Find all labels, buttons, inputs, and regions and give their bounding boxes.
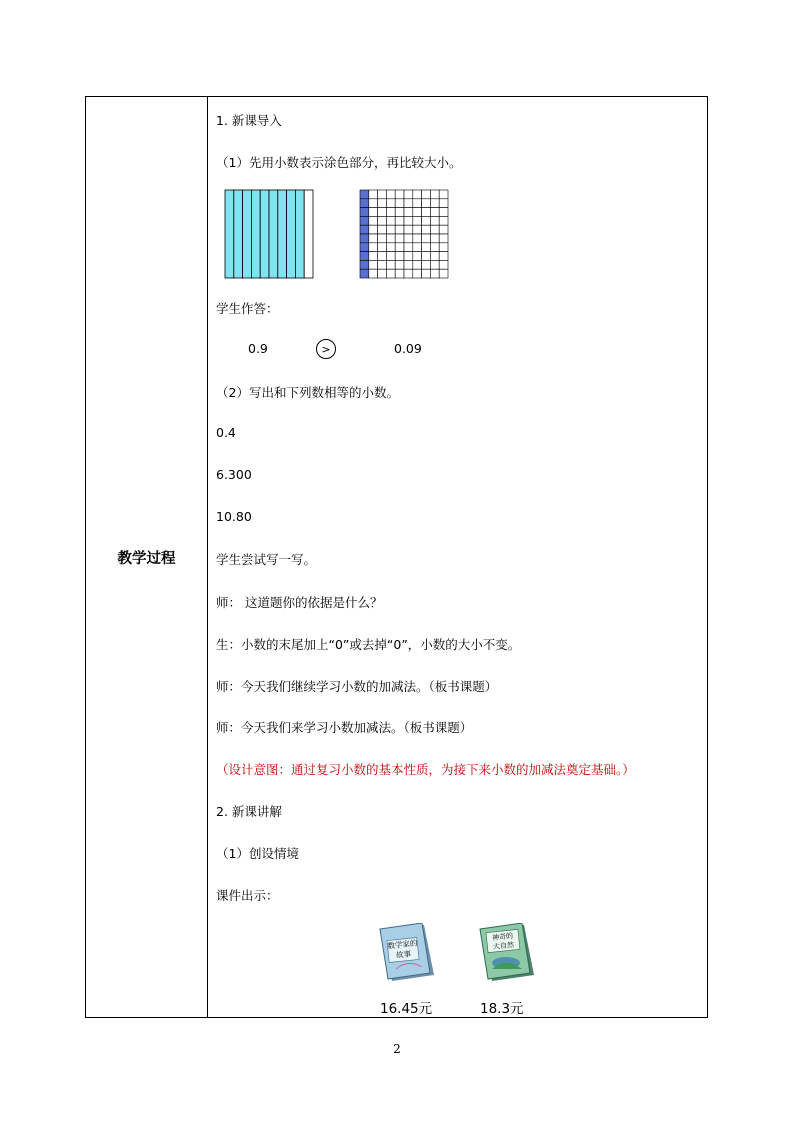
row-label: 教学过程: [117, 551, 176, 567]
grid-cell: [395, 216, 404, 225]
grid-cell: [413, 190, 422, 199]
grid-cell: [404, 269, 413, 278]
grid-cell: [422, 208, 431, 217]
grid-cell: [404, 199, 413, 208]
grid-cell: [360, 243, 369, 252]
book2-title-line2: 大自然: [492, 940, 515, 952]
grid-cell: [386, 234, 395, 243]
grid-cell: [369, 243, 378, 252]
grid-cell: [413, 243, 422, 252]
grid-cell: [369, 269, 378, 278]
teacher-line-1: 师：今天我们继续学习小数的加减法。（板书课题）: [216, 679, 498, 694]
section-heading-2: 2. 新课讲解: [216, 804, 282, 819]
grid-cell: [404, 190, 413, 199]
strip-cell: [304, 190, 313, 278]
grid-cell: [386, 190, 395, 199]
grid-cell: [439, 269, 448, 278]
number-2: 6.300: [216, 467, 252, 482]
grid-cell: [378, 260, 387, 269]
grid-cell: [386, 208, 395, 217]
grid-cell: [378, 199, 387, 208]
grid-cell: [413, 225, 422, 234]
grid-cell: [430, 208, 439, 217]
grid-cell: [422, 260, 431, 269]
grid-cell: [439, 243, 448, 252]
grid-cell: [422, 243, 431, 252]
grid-cell: [422, 269, 431, 278]
student-try: 学生尝试写一写。: [216, 552, 317, 567]
compare-symbol: >: [316, 339, 336, 359]
grid-cell: [395, 252, 404, 261]
grid-cell: [439, 216, 448, 225]
strip-cell: [234, 190, 243, 278]
grid-cell: [360, 208, 369, 217]
grid-cell: [430, 216, 439, 225]
grid-cell: [395, 199, 404, 208]
section-heading-1: 1. 新课导入: [216, 113, 282, 128]
compare-right-value: 0.09: [394, 341, 422, 356]
grid-cell: [386, 269, 395, 278]
book2-title-line1: 神奇的: [491, 931, 514, 943]
grid-cell: [369, 234, 378, 243]
grid-cell: [378, 234, 387, 243]
grid-cell: [360, 199, 369, 208]
grid-cell: [386, 216, 395, 225]
grid-cell: [378, 190, 387, 199]
book1-title-line1: 数学家的: [387, 938, 418, 951]
grid-cell: [378, 225, 387, 234]
grid-cell: [439, 260, 448, 269]
teacher-question: 师： 这道题你的依据是什么？: [216, 595, 383, 610]
grid-cell: [369, 199, 378, 208]
grid-cell: [395, 243, 404, 252]
book-cover-math-stories: [378, 923, 440, 985]
grid-cell: [404, 216, 413, 225]
grid-cell: [360, 190, 369, 199]
grid-cell: [386, 225, 395, 234]
grid-cell: [413, 208, 422, 217]
grid-cell: [386, 243, 395, 252]
compare-left-value: 0.9: [248, 341, 268, 356]
grid-cell: [422, 225, 431, 234]
strip-cell: [269, 190, 278, 278]
grid-cell: [360, 252, 369, 261]
book1-price: 16.45元: [380, 1001, 433, 1017]
strip-cell: [260, 190, 269, 278]
grid-cell: [360, 234, 369, 243]
grid-cell: [413, 234, 422, 243]
book1-title-line2: 故事: [395, 949, 412, 960]
strip-cell: [295, 190, 304, 278]
teacher-line-2: 师：今天我们来学习小数加减法。（板书课题）: [216, 720, 473, 735]
grid-cell: [395, 208, 404, 217]
grid-cell: [360, 216, 369, 225]
grid-cell: [439, 252, 448, 261]
grid-cell: [413, 199, 422, 208]
task-2: （2）写出和下列数相等的小数。: [216, 385, 399, 400]
grid-cell: [360, 260, 369, 269]
grid-cell: [404, 225, 413, 234]
grid-cell: [404, 260, 413, 269]
grid-cell: [413, 252, 422, 261]
grid-cell: [439, 208, 448, 217]
grid-cell: [422, 252, 431, 261]
number-1: 0.4: [216, 425, 236, 440]
book-cover-nature: [478, 923, 540, 985]
grid-cell: [369, 260, 378, 269]
grid-cell: [422, 190, 431, 199]
student-response: 生：小数的末尾加上“0”或去掉“0”，小数的大小不变。: [216, 637, 521, 652]
grid-cell: [378, 252, 387, 261]
grid-cell: [395, 190, 404, 199]
grid-cell: [395, 269, 404, 278]
design-intent: （设计意图：通过复习小数的基本性质，为接下来小数的加减法奠定基础。）: [216, 762, 635, 777]
grid-cell: [404, 243, 413, 252]
grid-cell: [404, 252, 413, 261]
page-number: 2: [393, 1042, 401, 1056]
grid-cell: [430, 260, 439, 269]
strip-cell: [287, 190, 296, 278]
grid-cell: [369, 208, 378, 217]
grid-cell: [378, 208, 387, 217]
grid-figure: [359, 189, 449, 279]
strip-cell: [243, 190, 252, 278]
grid-cell: [369, 252, 378, 261]
grid-cell: [422, 199, 431, 208]
grid-cell: [430, 243, 439, 252]
grid-cell: [413, 260, 422, 269]
grid-cell: [378, 269, 387, 278]
grid-cell: [430, 269, 439, 278]
grid-cell: [369, 190, 378, 199]
lesson-table: [85, 96, 708, 1018]
grid-cell: [360, 225, 369, 234]
strip-cell: [251, 190, 260, 278]
grid-cell: [404, 234, 413, 243]
grid-cell: [430, 234, 439, 243]
number-3: 10.80: [216, 509, 252, 524]
grid-cell: [413, 269, 422, 278]
grid-cell: [430, 225, 439, 234]
grid-cell: [413, 216, 422, 225]
grid-cell: [360, 269, 369, 278]
grid-cell: [386, 252, 395, 261]
courseware-label: 课件出示：: [216, 888, 279, 903]
grid-cell: [439, 234, 448, 243]
grid-cell: [378, 243, 387, 252]
grid-cell: [422, 234, 431, 243]
student-answer-label: 学生作答：: [216, 301, 279, 316]
strip-figure: [224, 189, 314, 279]
grid-cell: [430, 252, 439, 261]
grid-cell: [439, 225, 448, 234]
column-divider: [207, 97, 208, 1017]
grid-cell: [430, 190, 439, 199]
grid-cell: [395, 260, 404, 269]
scenario-heading: （1）创设情境: [216, 846, 299, 861]
grid-cell: [369, 216, 378, 225]
grid-cell: [395, 234, 404, 243]
grid-cell: [439, 190, 448, 199]
grid-cell: [430, 199, 439, 208]
grid-cell: [422, 216, 431, 225]
grid-cell: [378, 216, 387, 225]
strip-cell: [278, 190, 287, 278]
grid-cell: [439, 199, 448, 208]
task-1: （1）先用小数表示涂色部分，再比较大小。: [216, 155, 462, 170]
grid-cell: [369, 225, 378, 234]
grid-cell: [404, 208, 413, 217]
grid-cell: [386, 260, 395, 269]
strip-cell: [225, 190, 234, 278]
book2-price: 18.3元: [480, 1001, 524, 1017]
grid-cell: [395, 225, 404, 234]
grid-cell: [386, 199, 395, 208]
